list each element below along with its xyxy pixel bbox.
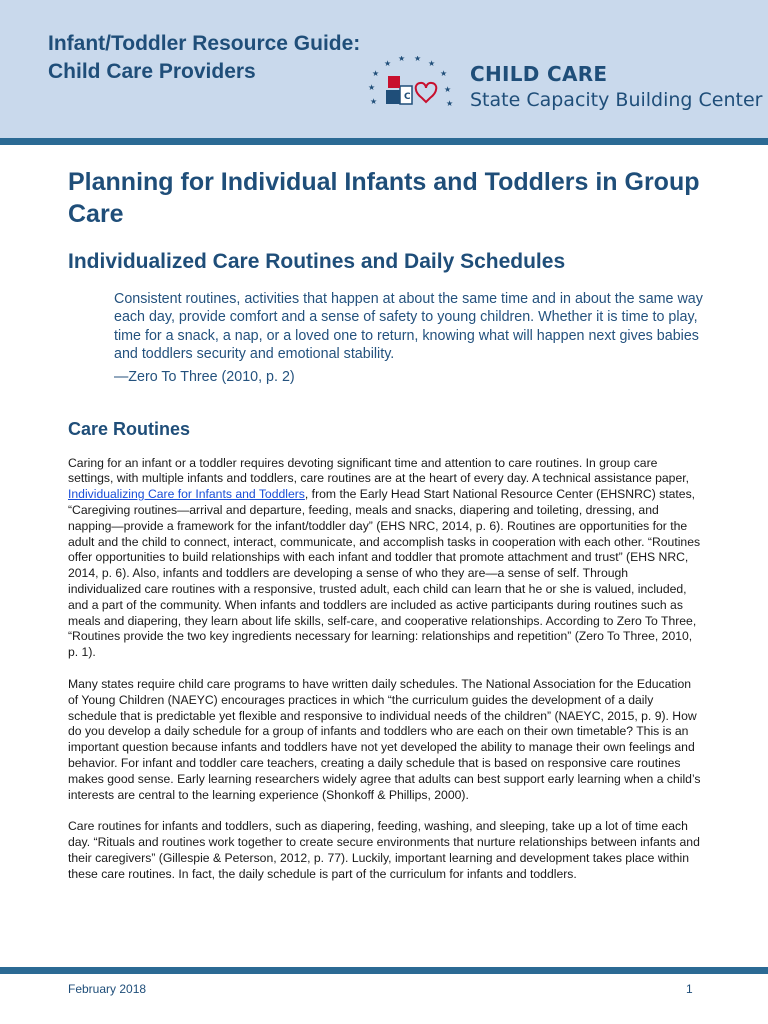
epigraph-quote: Consistent routines, activities that happen at about the same time and in about the same way each day, provide comfort and a sense of safety to young children. Whether it is time to play, time for a snack, a nap, or a loved one to return, knowing what will happen next gives babies and toddlers security and emotional stability.: [114, 291, 703, 363]
footer-rule: [0, 967, 768, 974]
page-title: Planning for Individual Infants and Toddlers in Group Care: [68, 168, 700, 228]
svg-text:★: ★: [446, 99, 454, 108]
svg-text:★: ★: [398, 56, 406, 63]
body-paragraph-3: Care routines for infants and toddlers, such as diapering, feeding, washing, and sleeping, take up a lot of time each day. “Rituals and routines work together to create secure environments that nurture relationships between infants and their caregivers” (Gillespie & Peterson, 2012, p. 77). Luckily, important learning and development takes place within these care routines. In fact, the daily schedule is part of the curriculum for infants and toddlers.: [68, 819, 700, 881]
body-paragraph-2: Many states require child care programs to have written daily schedules. The National Association for the Education of Young Children (NAEYC) encourages practices in which “the curriculum guides the development of a daily schedule that is predictable yet flexible and responsive to individual needs of the children” (NAEYC, 2015, p. 9). How do you develop a daily schedule for a group of infants and toddlers who are each on their own timetable? This is an important question because infants and toddlers have not yet developed the ability to manage their own feelings and behavior. For infant and toddler care teachers, creating a daily schedule that is based on responsive care routines makes good sense. Early learning researchers widely agree that adults can best support early learning when a child’s interests are central to the learning experience (Shonkoff & Phillips, 2000).: [68, 676, 701, 802]
svg-text:★: ★: [428, 59, 436, 68]
svg-text:★: ★: [444, 85, 452, 94]
svg-text:★: ★: [370, 97, 378, 106]
para1-text-start: Caring for an infant or a toddler requires devoting significant time and attention to care routines. In group care settings, with multiple infants and toddlers, care routines are at the heart of every day. A technical assistance paper,: [68, 455, 690, 486]
body-paragraph-1: [68, 456, 704, 661]
header-band: [0, 0, 768, 138]
guide-title-line2: Child Care Providers: [48, 60, 256, 83]
svg-text:★: ★: [372, 69, 380, 78]
svg-text:C: C: [404, 92, 411, 102]
quote-citation: —Zero To Three (2010, p. 2): [114, 368, 295, 385]
logo-line1: CHILD CARE: [470, 62, 608, 86]
page-number: 1: [686, 982, 693, 996]
blocks-heart-stars-icon: [364, 56, 456, 116]
header-rule: [0, 138, 768, 145]
svg-text:★: ★: [414, 56, 422, 63]
page-subtitle: Individualized Care Routines and Daily Schedules: [68, 250, 566, 273]
para1-text-end: , from the Early Head Start National Resource Center (EHSNRC) states, “Caregiving routines—arrival and departure, feeding, meals and snacks, diapering and toileting, dressing, and napping—provide a framework for the infant/toddler day” (EHS NRC, 2014, p. 6). Routines are opportunities for the adult and the child to connect, interact, communicate, and accomplish tasks in cooperation with each other. “Routines offer opportunities to build relationships with each infant and toddler that promote attachment and trust” (EHS NRC, 2014, p. 6). Also, infants and toddlers are developing a sense of who they are—a sense of self. Through individualized care routines with a responsive, trusted adult, each child can learn that he or she is valued, included, and a part of the community. When infants and toddlers are included as active participants during routines such as meals and diapering, they learn about life skills, self-care, and cooperative relationships. According to Zero To Three, “Routines provide the two key ingredients necessary for learning: relationships and repetition” (Zero To Three, 2010, p. 1).: [68, 487, 701, 660]
footer-date: February 2018: [68, 982, 147, 996]
guide-title: [48, 30, 360, 86]
ehsnrc-paper-link[interactable]: Individualizing Care for Infants and Toddlers: [68, 487, 305, 502]
guide-title-line1: Infant/Toddler Resource Guide:: [48, 32, 361, 55]
logo-text: [470, 62, 762, 114]
svg-text:★: ★: [384, 59, 392, 68]
svg-text:★: ★: [440, 69, 448, 78]
section-heading: Care Routines: [68, 418, 191, 439]
svg-text:★: ★: [368, 83, 376, 92]
logo-line2: State Capacity Building Center: [470, 89, 763, 111]
main-content: [68, 166, 708, 883]
